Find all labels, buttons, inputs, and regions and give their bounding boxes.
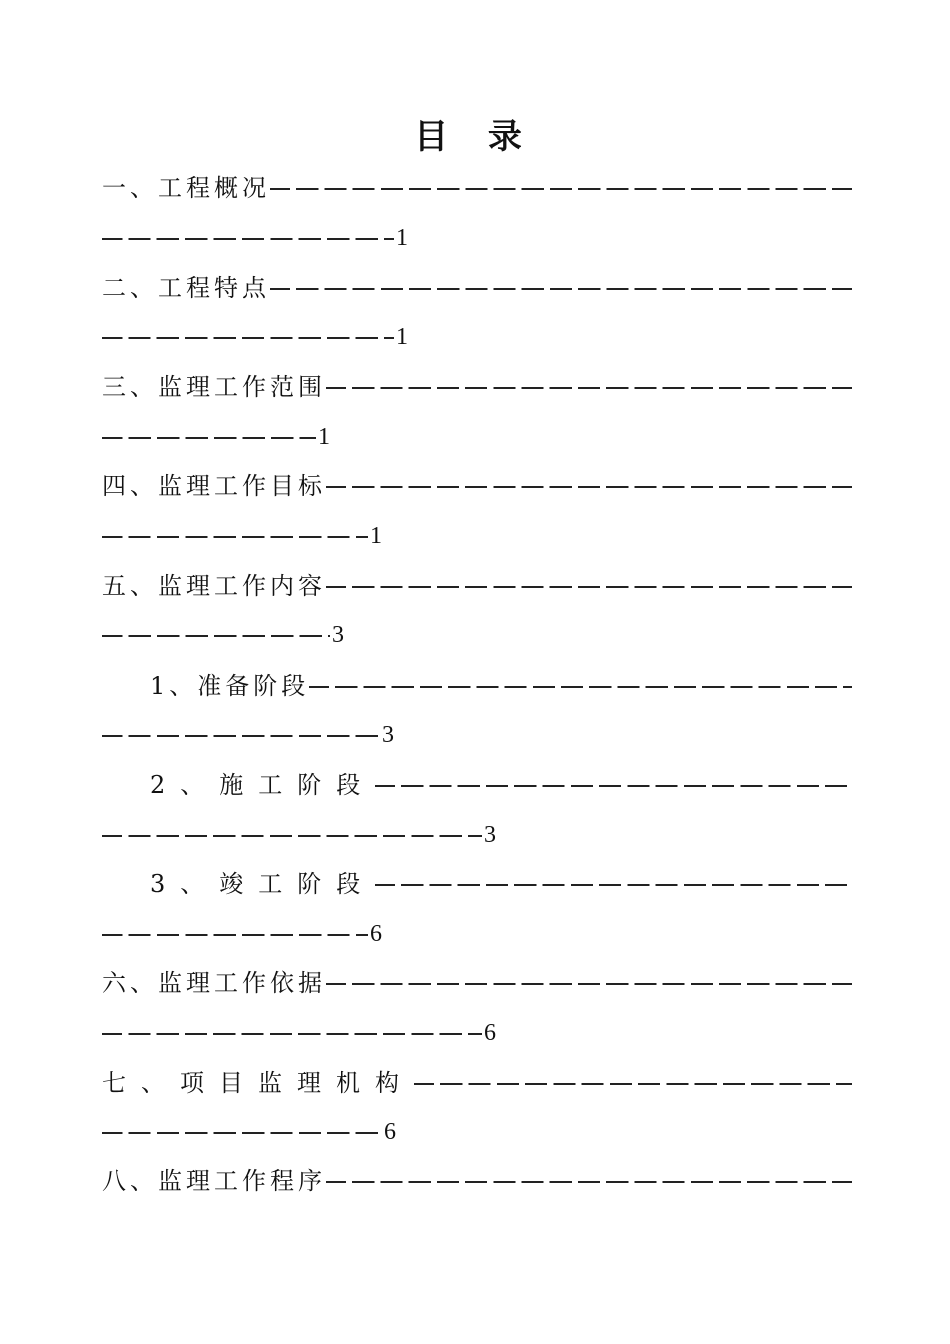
toc-entry-continuation [102,218,408,258]
toc-entry-page: 1 [396,225,408,251]
toc-entry-line [102,963,852,1003]
toc-entry-label: 二、工程特点 [102,274,270,302]
toc-leader [102,536,368,538]
toc-leader [326,486,852,488]
toc-leader [102,635,330,637]
toc-leader [375,884,852,886]
toc-entry-label: 四、监理工作目标 [102,472,326,500]
toc-entry-page: 3 [484,822,496,848]
toc-entry-label: 三、监理工作范围 [102,373,326,401]
toc-entry-continuation [102,1112,396,1152]
toc-entry-continuation [102,1013,496,1053]
toc-leader [102,735,380,737]
toc-entry-line [102,566,852,606]
toc-entry-continuation [102,914,382,954]
toc-leader [102,238,394,240]
toc-leader [326,983,852,985]
toc-entry-label: 七、项目监理机构 [102,1069,414,1097]
toc-leader [102,437,316,439]
toc-entry-line [102,1063,852,1103]
toc-entry-page: 6 [370,921,382,947]
toc-entry-continuation [102,815,496,855]
toc-entry-line [102,466,852,506]
toc-leader [102,1033,482,1035]
toc-entry-continuation [102,516,382,556]
toc-entry-label: 一、工程概况 [102,174,270,202]
toc-entry-label: 五、监理工作内容 [102,572,326,600]
toc-leader [270,288,852,290]
toc-leader [326,586,852,588]
toc-entry-page: 3 [332,622,344,648]
toc-leader [414,1083,852,1085]
toc-entry-label: 八、监理工作程序 [102,1167,326,1195]
toc-entry-page: 3 [382,722,394,748]
toc-leader [375,785,852,787]
toc-entry-continuation [102,615,344,655]
toc-leader [102,337,394,339]
toc-entry-line [102,367,852,407]
toc-leader [102,934,368,936]
toc-entry-line [102,168,852,208]
toc-subentry-line [150,864,852,904]
toc-leader [326,387,852,389]
toc-leader [309,686,852,688]
toc-entry-page: 1 [318,424,330,450]
toc-entry-page: 1 [370,523,382,549]
toc-entry-page: 1 [396,324,408,350]
toc-entry-label: 1、准备阶段 [150,672,310,700]
toc-subentry-line [150,765,852,805]
toc-entry-page: 6 [384,1119,396,1145]
toc-leader [102,835,482,837]
toc-entry-label: 六、监理工作依据 [102,969,326,997]
toc-entry-continuation [102,317,408,357]
toc-entry-page: 6 [484,1020,496,1046]
toc-entry-continuation [102,715,394,755]
toc-entry-line [102,1161,852,1201]
toc-subentry-line [150,666,852,706]
toc-title: 目 录 [414,117,536,157]
toc-entry-label: 3、竣工阶段 [150,870,376,898]
toc-leader [102,1132,382,1134]
toc-leader [270,188,852,190]
toc-leader [326,1181,852,1183]
toc-entry-label: 2、施工阶段 [150,771,376,799]
toc-entry-continuation [102,417,330,457]
toc-entry-line [102,268,852,308]
